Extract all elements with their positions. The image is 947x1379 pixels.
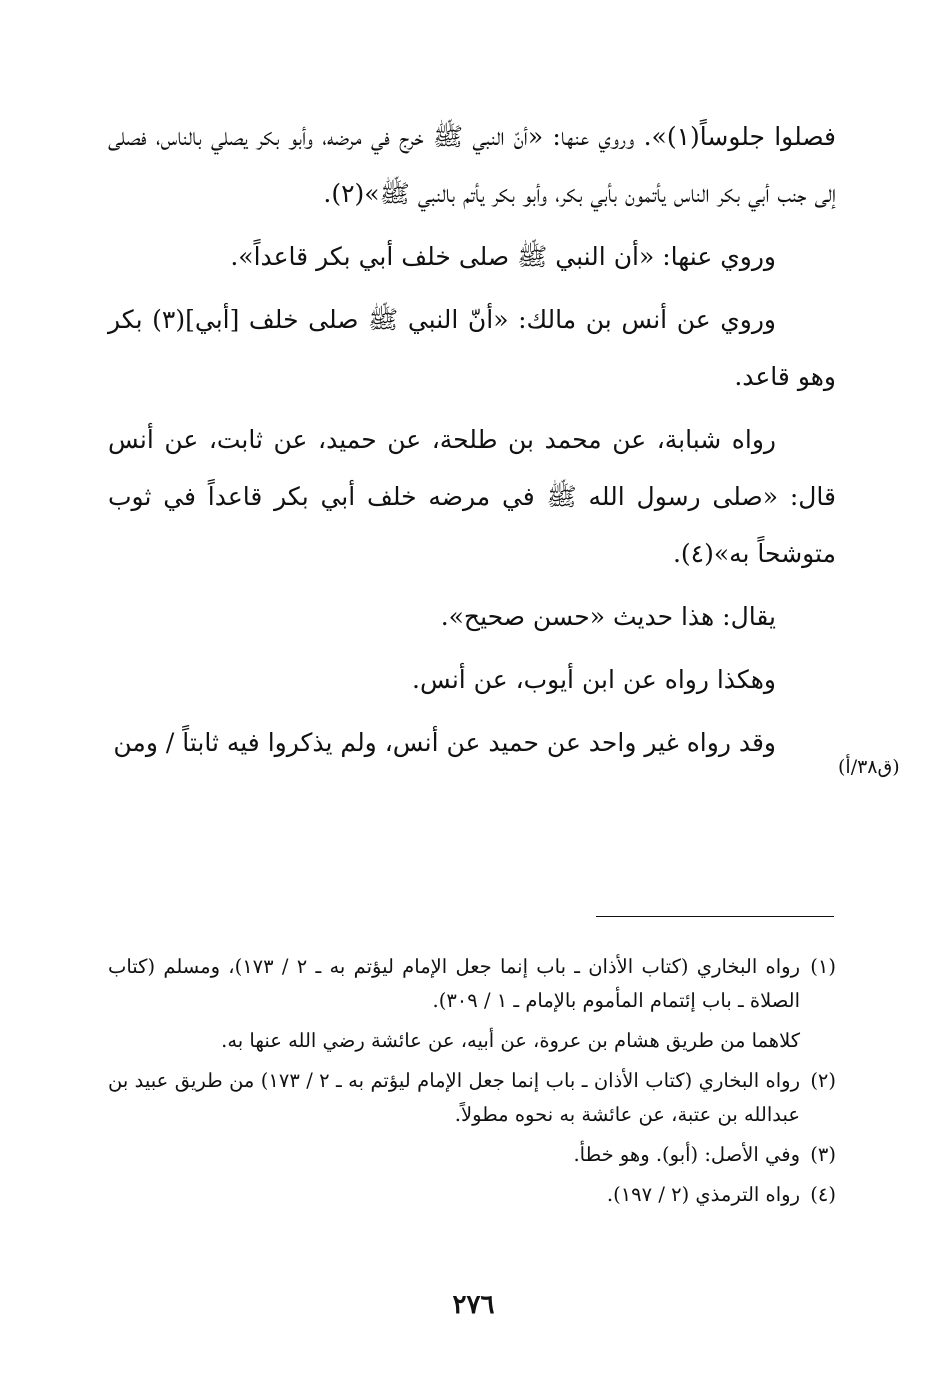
paragraph-1: فصلوا جلوساً(١)». وروي عنها: «أنّ النبي ﷺ خرج في مرضه، وأبو بكر يصلي بالناس، فصلى إلى جنب أبي بكر الناس يأتمون بأبي بكر، وأبو بكر يأتم بالنبي ﷺ»(٢). <box>108 122 836 208</box>
footnote-text: كلاهما من طريق هشام بن عروة، عن أبيه، عن عائشة رضي الله عنها به. <box>221 1029 800 1052</box>
footnote-number: (٢) <box>810 1069 837 1092</box>
manuscript-folio-note: (ق٣٨/أ) <box>838 756 900 778</box>
footnote-number: (١) <box>810 955 836 978</box>
footnote-4 <box>108 1178 836 1212</box>
paragraph-4: رواه شبابة، عن محمد بن طلحة، عن حميد، عن ثابت، عن أنس قال: «صلى رسول الله ﷺ في مرضه خلف أبي بكر قاعداً في ثوب متوشحاً به»(٤). <box>108 425 836 568</box>
main-text <box>108 108 836 777</box>
paragraph-2: وروي عنها: «أن النبي ﷺ صلى خلف أبي بكر قاعداً». <box>230 242 776 271</box>
footnotes <box>108 950 836 1218</box>
footnote-1-continued <box>108 1024 836 1058</box>
footnote-text: رواه الترمذي (٢ / ١٩٧). <box>606 1183 800 1206</box>
paragraph-7: وقد رواه غير واحد عن حميد عن أنس، ولم يذكروا فيه ثابتاً / ومن <box>113 728 776 757</box>
footnote-2 <box>108 1064 836 1132</box>
footnote-1 <box>108 950 836 1018</box>
paragraph-5: يقال: هذا حديث «حسن صحيح». <box>440 602 776 631</box>
footnote-text: رواه البخاري (كتاب الأذان ـ باب إنما جعل الإمام ليؤتم به ـ ٢ / ١٧٣)، ومسلم (كتاب الصلاة ـ باب إئتمام المأموم بالإمام ـ ١ / ٣٠٩). <box>108 955 800 1012</box>
paragraph-6: وهكذا رواه عن ابن أيوب، عن أنس. <box>412 665 776 694</box>
footnote-3 <box>108 1138 836 1172</box>
page-number: ٢٧٦ <box>452 1290 495 1320</box>
footnote-number: (٣) <box>810 1143 836 1166</box>
footnote-divider <box>596 916 834 917</box>
footnote-number: (٤) <box>810 1183 836 1206</box>
footnote-text: وفي الأصل: (أبو). وهو خطأ. <box>573 1143 800 1166</box>
footnote-text: رواه البخاري (كتاب الأذان ـ باب إنما جعل الإمام ليؤتم به ـ ٢ / ١٧٣) من طريق عبيد بن عبدالله بن عتبة، عن عائشة به نحوه مطولاً. <box>108 1069 801 1126</box>
paragraph-3: وروي عن أنس بن مالك: «أنّ النبي ﷺ صلى خلف [أبي](٣) بكر وهو قاعد. <box>108 305 836 391</box>
